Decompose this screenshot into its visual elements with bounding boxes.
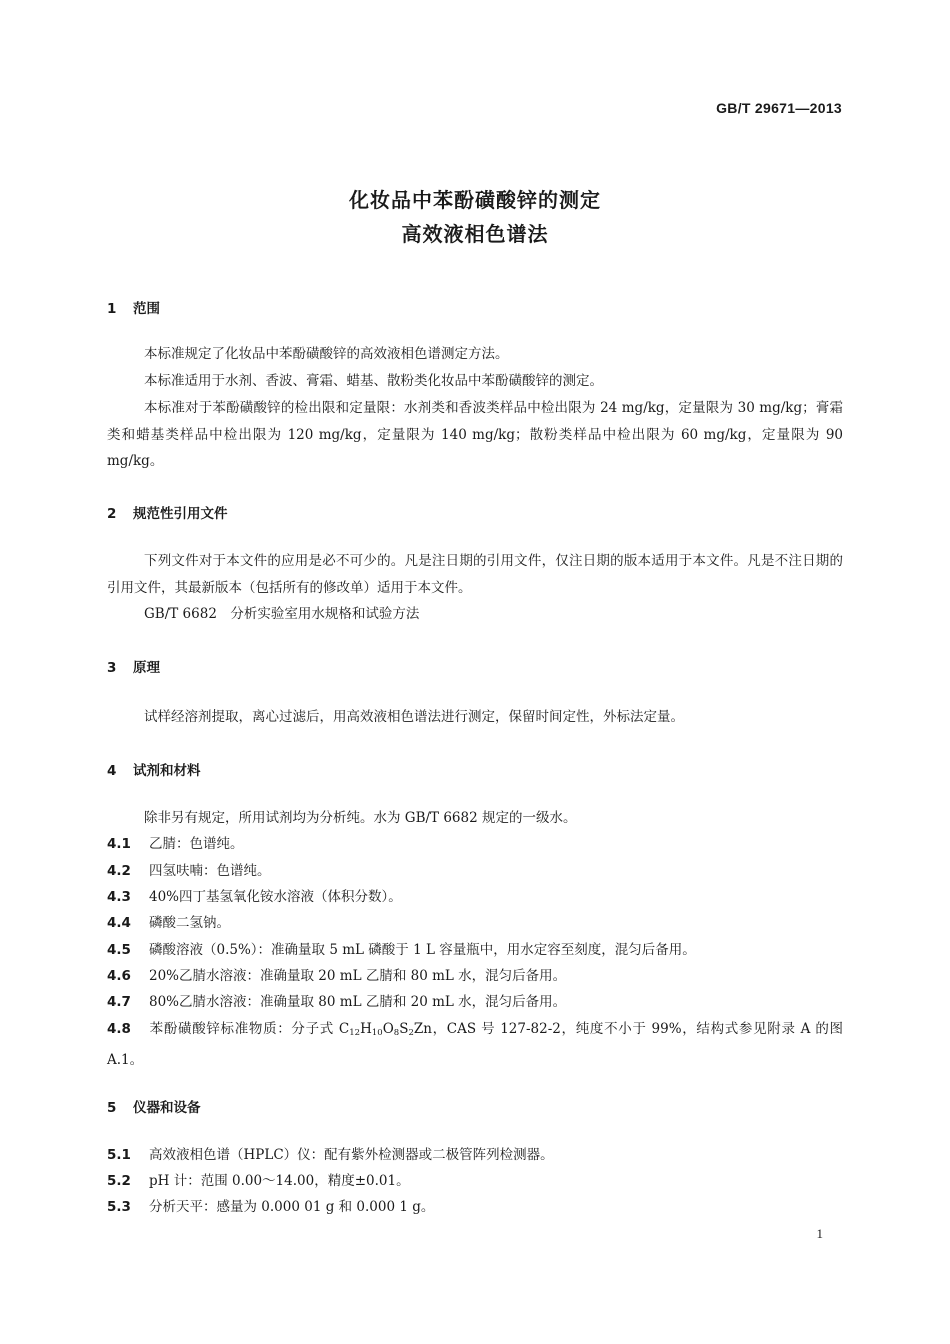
list-item	[107, 963, 843, 990]
section-2-heading	[107, 502, 228, 522]
section-number: 2	[107, 506, 117, 522]
item-number: 5.2	[107, 1173, 131, 1189]
item-number: 4.7	[107, 994, 131, 1010]
section-title: 试剂和材料	[133, 763, 201, 779]
document-subtitle: 高效液相色谱法	[401, 222, 549, 246]
item-text: 磷酸溶液（0.5%）：准确量取 5 mL 磷酸于 1 L 容量瓶中，用水定容至刻度，混匀后备用。	[149, 942, 696, 958]
list-item	[107, 989, 843, 1016]
list-item	[107, 1168, 843, 1195]
section-number: 3	[107, 660, 117, 676]
section-number: 1	[107, 301, 117, 317]
document-title: 化妆品中苯酚磺酸锌的测定	[349, 188, 601, 212]
formula-subscript: 10	[371, 1028, 383, 1038]
list-item	[107, 831, 843, 858]
list-item	[107, 910, 843, 937]
item-text: ，CAS 号 127-82-2，纯度不小于 99%，结构式参见附录 A 的图 A.1。	[107, 1021, 843, 1068]
section-4-heading	[107, 759, 201, 779]
item-text: 分析天平：感量为 0.000 01 g 和 0.000 1 g。	[149, 1199, 435, 1215]
formula-element: Zn	[413, 1021, 432, 1037]
paragraph: 除非另有规定，所用试剂均为分析纯。水为 GB/T 6682 规定的一级水。	[144, 810, 577, 826]
paragraph: 本标准适用于水剂、香波、膏霜、蜡基、散粉类化妆品中苯酚磺酸锌的测定。	[144, 373, 603, 389]
item-text: 苯酚磺酸锌标准物质：分子式	[149, 1021, 339, 1037]
paragraph: 本标准规定了化妆品中苯酚磺酸锌的高效液相色谱测定方法。	[144, 346, 509, 362]
item-text: 四氢呋喃：色谱纯。	[149, 863, 271, 879]
item-number: 4.5	[107, 942, 131, 958]
section-1-heading	[107, 297, 160, 317]
section-5-heading	[107, 1096, 201, 1116]
section-3-heading	[107, 656, 160, 676]
item-text: 乙腈：色谱纯。	[149, 836, 244, 852]
standard-number: GB/T 29671—2013	[716, 100, 842, 116]
formula-element: S	[399, 1021, 409, 1037]
item-number: 4.6	[107, 968, 131, 984]
item-text: 40%四丁基氢氧化铵水溶液（体积分数）。	[149, 889, 402, 905]
section-number: 5	[107, 1100, 117, 1116]
list-item	[107, 937, 843, 964]
item-number: 5.3	[107, 1199, 131, 1215]
formula-subscript: 2	[408, 1028, 414, 1038]
item-text: pH 计：范围 0.00～14.00，精度±0.01。	[149, 1173, 410, 1189]
list-item	[107, 1016, 843, 1073]
paragraph: 本标准对于苯酚磺酸锌的检出限和定量限：水剂类和香波类样品中检出限为 24 mg/kg，定量限为 30 mg/kg；膏霜类和蜡基类样品中检出限为 120 mg/kg，定量限为 140 mg/kg；散粉类样品中检出限为 60 mg/kg，定量限为 90 mg/kg。	[107, 400, 843, 469]
item-text: 高效液相色谱（HPLC）仪：配有紫外检测器或二极管阵列检测器。	[149, 1147, 554, 1163]
section-title: 规范性引用文件	[133, 506, 228, 522]
section-title: 范围	[133, 301, 160, 317]
normative-reference: GB/T 6682 分析实验室用水规格和试验方法	[144, 606, 420, 622]
list-item	[107, 884, 843, 911]
formula-subscript: 12	[349, 1028, 361, 1038]
item-text: 磷酸二氢钠。	[149, 915, 230, 931]
list-item	[107, 858, 843, 885]
section-title: 仪器和设备	[133, 1100, 201, 1116]
paragraph: 下列文件对于本文件的应用是必不可少的。凡是注日期的引用文件，仅注日期的版本适用于本文件。凡是不注日期的引用文件，其最新版本（包括所有的修改单）适用于本文件。	[107, 553, 843, 596]
formula-element: O	[382, 1021, 394, 1037]
item-number: 4.3	[107, 889, 131, 905]
item-number: 5.1	[107, 1147, 131, 1163]
item-number: 4.1	[107, 836, 131, 852]
formula-element: C	[338, 1021, 350, 1037]
section-number: 4	[107, 763, 117, 779]
item-number: 4.4	[107, 915, 131, 931]
formula-element: H	[360, 1021, 372, 1037]
page-number: 1	[816, 1226, 823, 1241]
paragraph: 试样经溶剂提取，离心过滤后，用高效液相色谱法进行测定，保留时间定性，外标法定量。	[144, 709, 684, 725]
list-item	[107, 1194, 843, 1221]
item-number: 4.8	[107, 1021, 131, 1037]
list-item	[107, 1142, 843, 1169]
item-number: 4.2	[107, 863, 131, 879]
item-text: 80%乙腈水溶液：准确量取 80 mL 乙腈和 20 mL 水，混匀后备用。	[149, 994, 567, 1010]
formula-subscript: 8	[393, 1028, 400, 1038]
item-text: 20%乙腈水溶液：准确量取 20 mL 乙腈和 80 mL 水，混匀后备用。	[149, 968, 567, 984]
section-title: 原理	[133, 660, 160, 676]
